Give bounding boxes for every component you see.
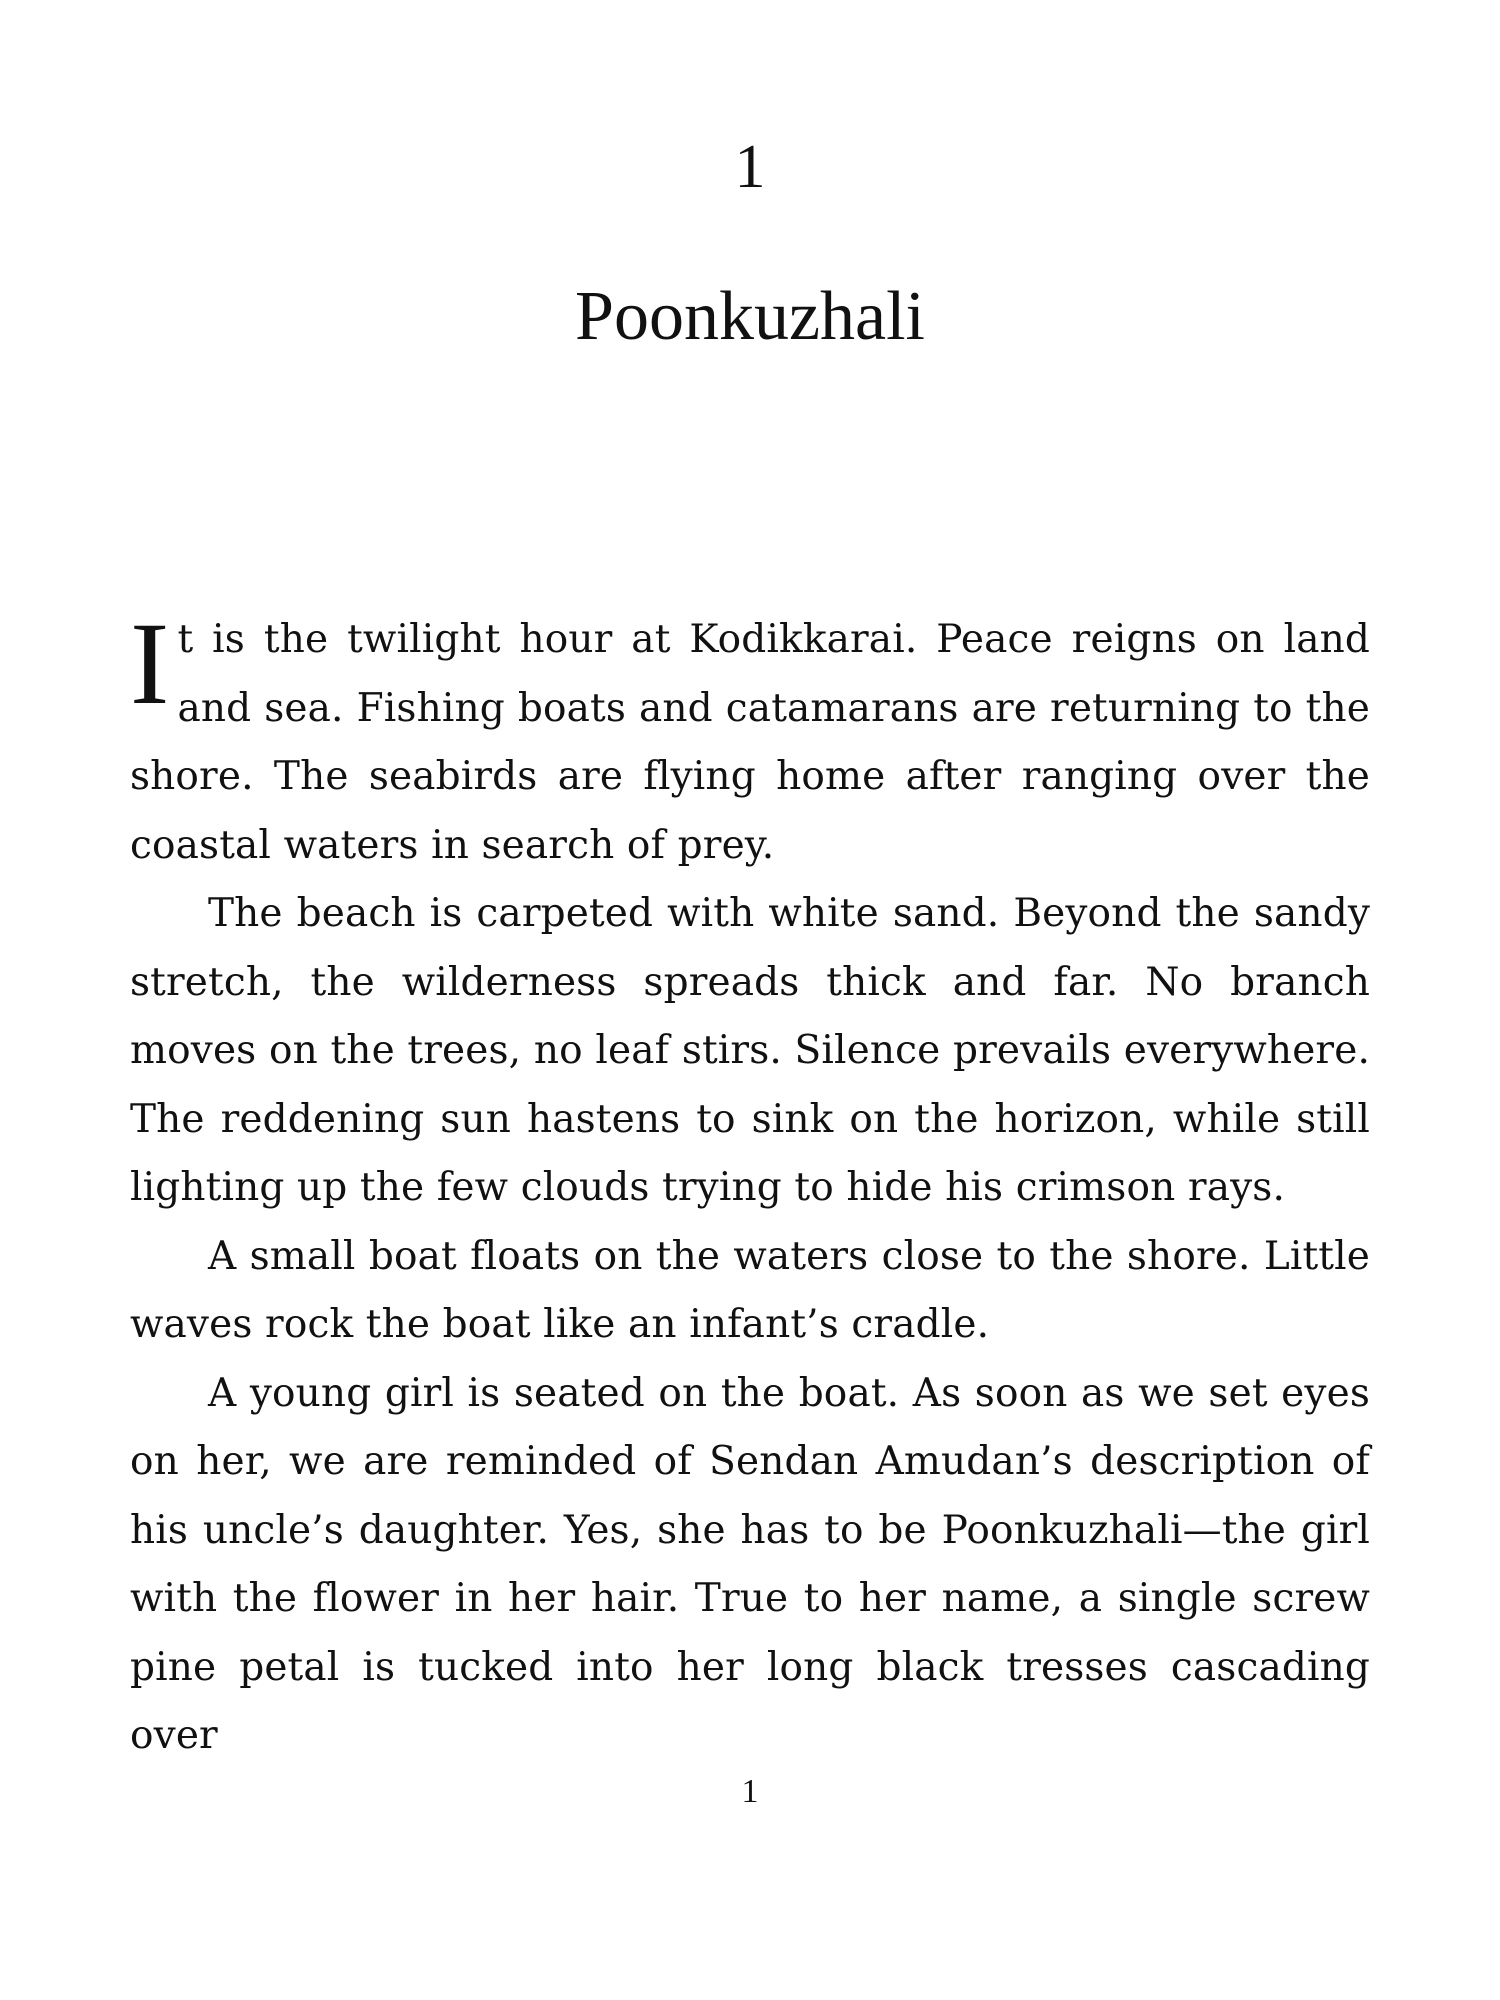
paragraph-1: [130, 598, 1370, 880]
page-number: 1: [741, 1773, 759, 1810]
chapter-title: Poonkuzhali: [575, 278, 925, 355]
paragraph-2: The beach is carpeted with white sand. Beyond the sandy stretch, the wilderness spreads thick and far. No branch moves on the trees, no leaf stirs. Silence prevails everywhere. The reddening sun hastens to sink on the horizon, while still lighting up the few clouds trying to hide his crimson rays.: [130, 891, 1370, 1210]
paragraph-4: A young girl is seated on the boat. As soon as we set eyes on her, we are reminded of Sendan Amudan’s description of his uncle’s daughter. Yes, she has to be Poonkuzhali—the girl with the flower in her hair. True to her name, a single screw pine petal is tucked into her long black tresses cascading over: [130, 1370, 1370, 1758]
chapter-number: 1: [734, 133, 766, 201]
body-text: [130, 598, 1370, 1771]
drop-cap: I: [130, 598, 170, 729]
paragraph-3: A small boat floats on the waters close to the shore. Little waves rock the boat like an infant’s cradle.: [130, 1233, 1370, 1347]
paragraph-1-text: t is the twilight hour at Kodikkarai. Peace reigns on land and sea. Fishing boats and catamarans are returning to the shore. The seabirds are flying home after ranging over the coastal waters in search of prey.: [130, 617, 1370, 868]
